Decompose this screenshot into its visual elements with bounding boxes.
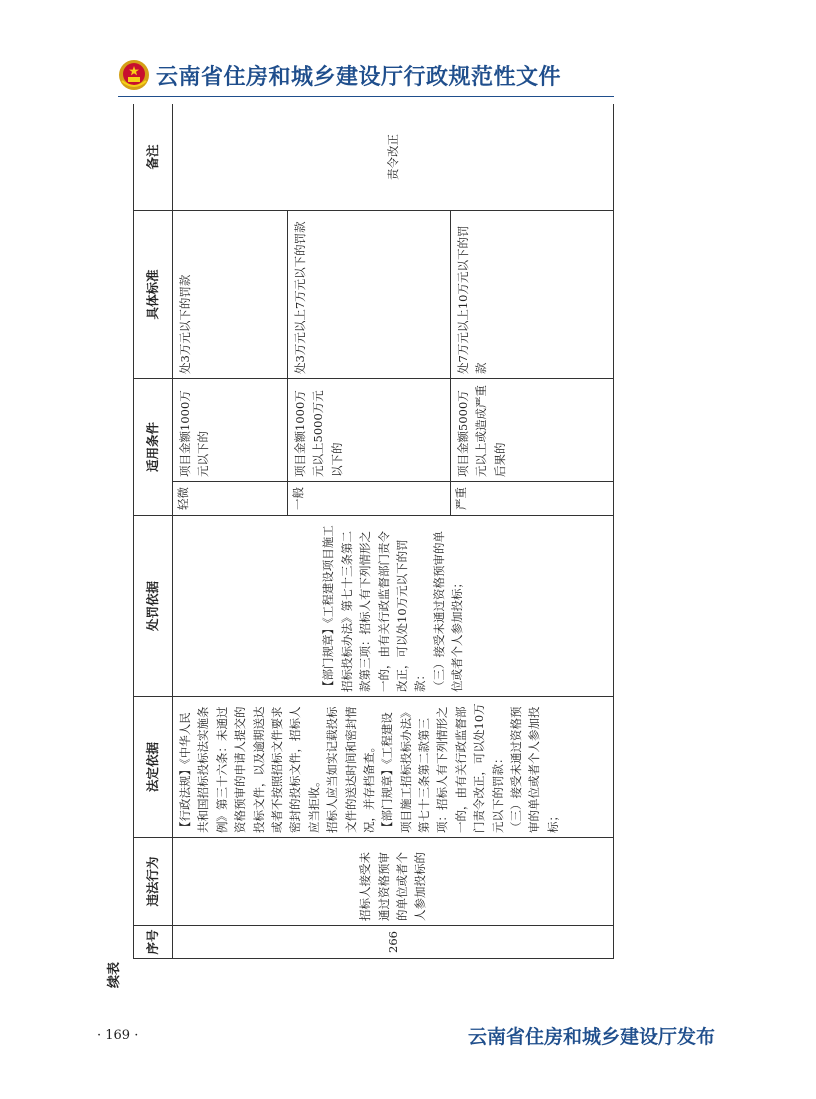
footer-publisher: 云南省住房和城乡建设厅发布 — [468, 1026, 716, 1048]
page-header — [118, 56, 561, 94]
remark-cell: 责令改正 — [173, 104, 614, 210]
condition-severe: 项目金额5000万元以上或造成严重后果的 — [450, 378, 613, 481]
condition-general: 项目金额1000万元以上5000万元以下的 — [287, 378, 450, 481]
col-header-remark: 备注 — [134, 104, 173, 210]
col-header-penalty-basis: 处罚依据 — [134, 516, 173, 697]
legal-basis-cell: 【行政法规】《中华人民共和国招标投标法实施条例》第三十六条：未通过资格预审的申请人提交的投标文件，以及逾期送达或者不按照招标文件要求密封的投标文件，招标人应当拒收。 招标人应当如实记载投标文件的送达时间和密封情况，并存档备查。 【部门规章】《工程建设项目施工招标投标办法》第七十三条第二款第三项：招标人有下列情形之一的，由有关行政监督部门责令改正，可以处10万元以下的罚款： （三）接受未通过资格预审的单位或者个人参加投标； — [173, 697, 614, 838]
col-header-legal-basis: 法定依据 — [134, 697, 173, 838]
table-header-row — [134, 104, 173, 959]
standard-severe: 处7万元以上10万元以下的罚款 — [450, 210, 613, 378]
penalty-table — [133, 104, 614, 959]
col-header-standard: 具体标准 — [134, 210, 173, 378]
condition-minor: 项目金额1000万元以下的 — [173, 378, 288, 481]
col-header-violation: 违法行为 — [134, 838, 173, 926]
national-emblem-icon — [118, 59, 150, 91]
col-header-no: 序号 — [134, 926, 173, 959]
penalty-basis-cell: 【部门规章】《工程建设项目施工招标投标办法》第七十三条第二款第三项：招标人有下列情形之一的，由有关行政监督部门责令改正，可以处10万元以下的罚款： （三）接受未通过资格预审的单位或者个人参加投标； — [173, 516, 614, 697]
violation-cell: 招标人接受未通过资格预审的单位或者个人参加投标的 — [173, 838, 614, 926]
page-number: · 169 · — [97, 1028, 139, 1043]
row-number: 266 — [173, 926, 614, 959]
standard-minor: 处3万元以下的罚款 — [173, 210, 288, 378]
standard-general: 处3万元以上7万元以下的罚款 — [287, 210, 450, 378]
col-header-condition: 适用条件 — [134, 378, 173, 515]
header-divider — [118, 96, 614, 97]
level-general: 一般 — [287, 482, 450, 516]
level-minor: 轻微 — [173, 482, 288, 516]
continued-label: 续表 — [107, 961, 122, 988]
level-severe: 严重 — [450, 482, 613, 516]
table-row — [173, 104, 288, 959]
header-title: 云南省住房和城乡建设厅行政规范性文件 — [156, 64, 562, 90]
